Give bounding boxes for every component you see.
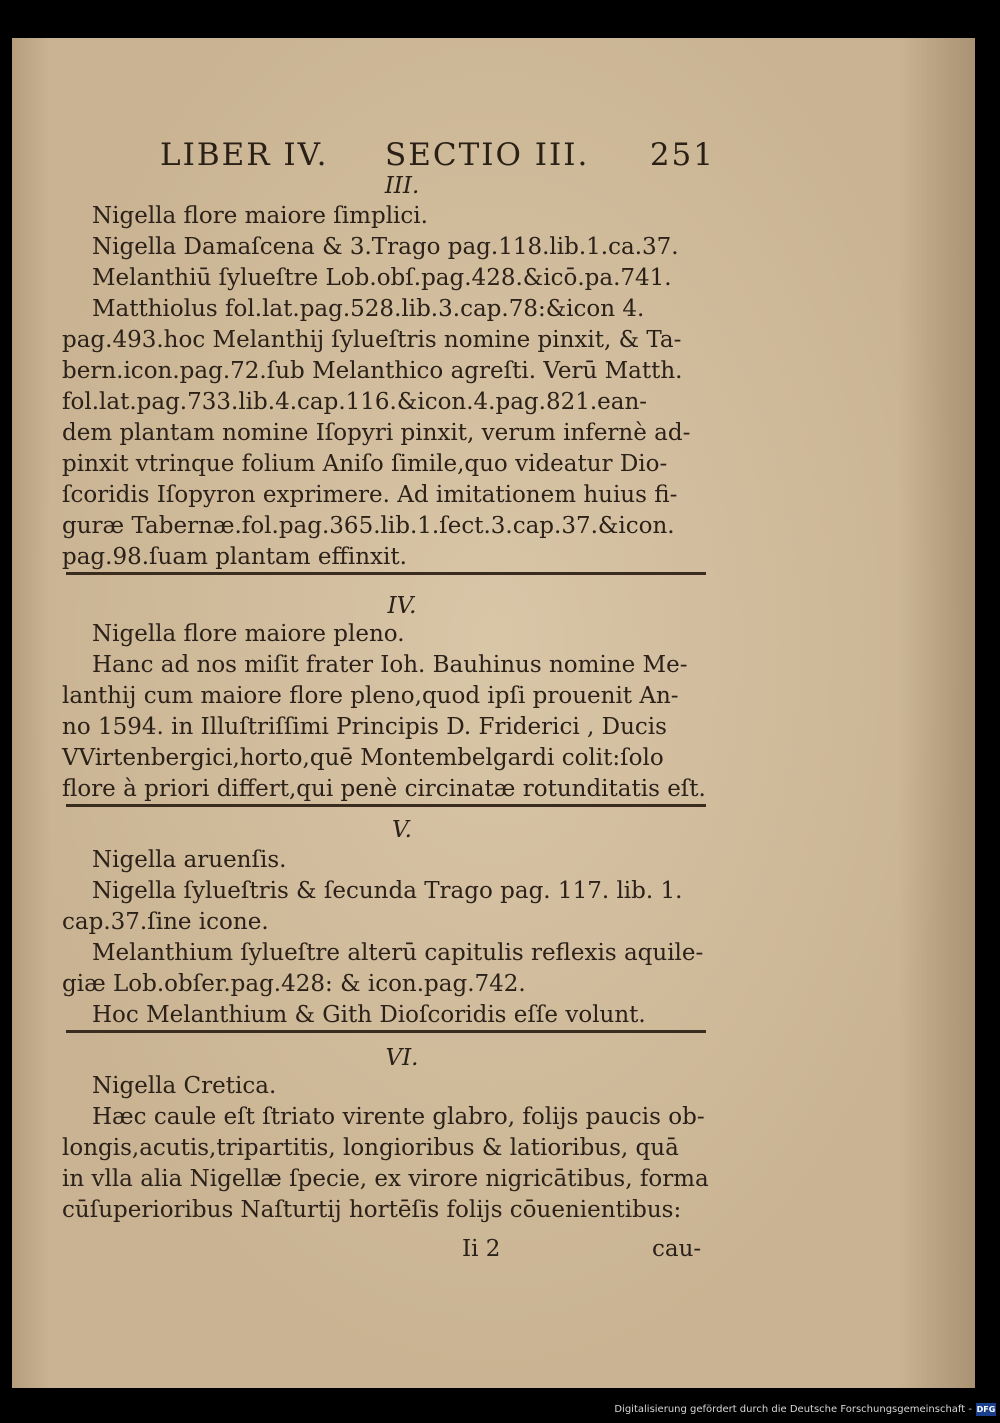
text-line: pag.493.hoc Melanthij ſylueſtris nomine pinxit, & Ta- xyxy=(62,327,682,353)
text-line: Nigella Damaſcena & 3.Trago pag.118.lib.1.ca.37. xyxy=(92,234,679,260)
text-line: ſcoridis Iſopyron exprimere. Ad imitationem huius fi- xyxy=(62,482,678,508)
text-line: Nigella ſylueſtris & ſecunda Trago pag. 117. lib. 1. xyxy=(92,878,683,904)
section-divider xyxy=(66,804,706,807)
text-line: pinxit vtrinque folium Aniſo ſimile,quo videatur Dio- xyxy=(62,451,668,477)
running-header xyxy=(160,137,715,177)
text-line: guræ Tabernæ.fol.pag.365.lib.1.ſect.3.cap.37.&icon. xyxy=(62,513,675,539)
text-line: Hæc caule eſt ſtriato virente glabro, folijs paucis ob- xyxy=(92,1104,705,1130)
text-line: Nigella flore maiore ſimplici. xyxy=(92,203,428,229)
text-line: Hanc ad nos miſit frater Ioh. Bauhinus nomine Me- xyxy=(92,652,688,678)
dfg-logo: DFG xyxy=(976,1405,996,1414)
text-line: Nigella flore maiore pleno. xyxy=(92,621,405,647)
text-line: cūſuperioribus Naſturtij hortēſis folijs cōuenientibus: xyxy=(62,1197,682,1223)
page-number: 251 xyxy=(649,137,715,173)
section-heading-v: V. xyxy=(392,817,412,843)
text-line: pag.98.ſuam plantam effinxit. xyxy=(62,544,407,570)
text-line: Hoc Melanthium & Gith Dioſcoridis eſſe volunt. xyxy=(92,1002,646,1028)
digitization-credit: Digitalisierung gefördert durch die Deutsche Forschungsgemeinschaft - xyxy=(614,1404,972,1415)
text-line: cap.37.ſine icone. xyxy=(62,909,269,935)
section-heading-iii: III. xyxy=(384,173,420,199)
text-line: Melanthium ſylueſtre alterū capitulis reflexis aquile- xyxy=(92,940,704,966)
text-line: flore à priori differt,qui penè circinatæ rotunditatis eſt. xyxy=(62,776,706,802)
catchword: cau- xyxy=(652,1236,702,1262)
signature-mark: Ii 2 xyxy=(462,1236,501,1262)
text-line: bern.icon.pag.72.ſub Melanthico agreſti. Verū Matth. xyxy=(62,358,683,384)
section-heading-iv: IV. xyxy=(387,593,417,619)
text-line: Nigella Cretica. xyxy=(92,1073,277,1099)
text-line: giæ Lob.obſer.pag.428: & icon.pag.742. xyxy=(62,971,526,997)
text-line: lanthij cum maiore flore pleno,quod ipſi prouenit An- xyxy=(62,683,679,709)
book-number: LIBER IV. xyxy=(160,137,329,173)
text-line: fol.lat.pag.733.lib.4.cap.116.&icon.4.pag.821.ean- xyxy=(62,389,648,415)
text-line: VVirtenbergici,horto,quē Montembelgardi colit:ſolo xyxy=(62,745,664,771)
section-heading-vi: VI. xyxy=(385,1045,419,1071)
text-line: Matthiolus fol.lat.pag.528.lib.3.cap.78:&icon 4. xyxy=(92,296,645,322)
text-line: longis,acutis,tripartitis, longioribus & latioribus, quā xyxy=(62,1135,679,1161)
text-line: Melanthiū ſylueſtre Lob.obſ.pag.428.&icō.pa.741. xyxy=(92,265,672,291)
text-line: dem plantam nomine Iſopyri pinxit, verum infernè ad- xyxy=(62,420,691,446)
section-divider xyxy=(66,572,706,575)
section-number: SECTIO III. xyxy=(385,137,590,173)
text-line: in vlla alia Nigellæ ſpecie, ex virore nigricātibus, forma xyxy=(62,1166,709,1192)
text-line: no 1594. in Illuſtriſſimi Principis D. Friderici , Ducis xyxy=(62,714,667,740)
text-line: Nigella aruenſis. xyxy=(92,847,287,873)
section-divider xyxy=(66,1030,706,1033)
